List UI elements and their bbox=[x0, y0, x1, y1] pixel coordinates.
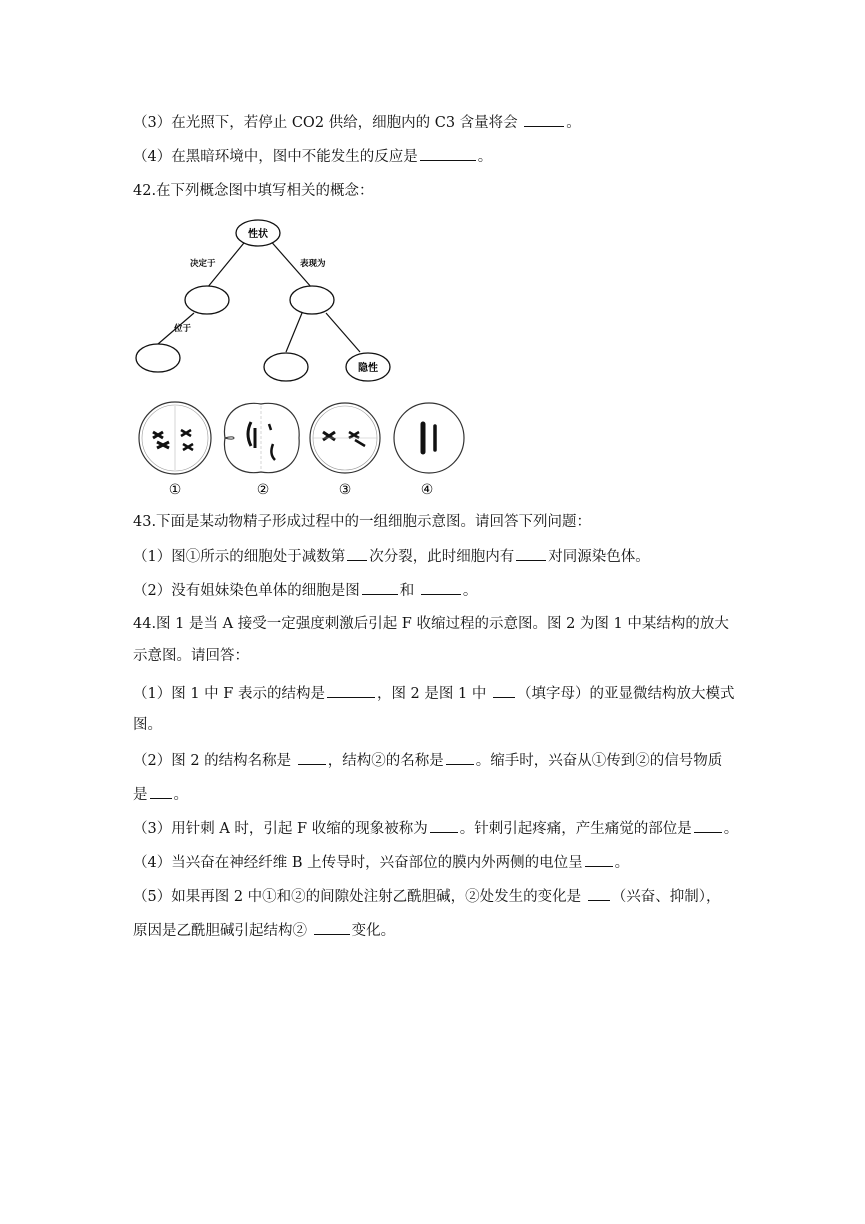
cell-number-3: ③ bbox=[338, 482, 352, 498]
q42-stem: 42.在下列概念图中填写相关的概念： bbox=[133, 183, 374, 199]
answer-blank[interactable] bbox=[694, 818, 722, 833]
meiosis-cells-diagram bbox=[133, 398, 473, 498]
q44-part-1-cont: 图。 bbox=[133, 717, 162, 733]
q43-part-1: （1）图①所示的细胞处于减数第 次分裂，此时细胞内有 对同源染色体。 bbox=[133, 546, 650, 567]
answer-blank[interactable] bbox=[588, 886, 610, 901]
q44-part-2: （2）图 2 的结构名称是 ，结构②的名称是 。缩手时，兴奋从①传到②的信号物质 bbox=[133, 750, 722, 771]
answer-blank[interactable] bbox=[421, 580, 461, 595]
edge-label-right: 表现为 bbox=[300, 259, 326, 269]
answer-blank[interactable] bbox=[347, 546, 367, 561]
concept-node-blank[interactable] bbox=[264, 353, 308, 381]
concept-line bbox=[286, 313, 302, 352]
cell-3 bbox=[310, 403, 380, 473]
q43-stem: 43.下面是某动物精子形成过程中的一组细胞示意图。请回答下列问题： bbox=[133, 514, 592, 530]
answer-blank[interactable] bbox=[524, 112, 564, 127]
answer-blank[interactable] bbox=[585, 852, 613, 867]
answer-blank[interactable] bbox=[362, 580, 398, 595]
answer-blank[interactable] bbox=[430, 818, 458, 833]
answer-blank[interactable] bbox=[493, 683, 515, 698]
q44-stem-2: 示意图。请回答： bbox=[133, 648, 249, 664]
answer-blank[interactable] bbox=[150, 784, 172, 799]
concept-leaf-label: 隐性 bbox=[358, 363, 378, 374]
concept-root-label: 性状 bbox=[248, 229, 268, 240]
answer-blank[interactable] bbox=[516, 546, 546, 561]
concept-node-blank[interactable] bbox=[290, 286, 334, 314]
concept-node-blank[interactable] bbox=[136, 344, 180, 372]
answer-blank[interactable] bbox=[446, 750, 474, 765]
q44-part-5-cont: 原因是乙酰胆碱引起结构② 变化。 bbox=[133, 920, 395, 941]
cell-number-1: ① bbox=[168, 482, 182, 498]
q43-part-2: （2）没有姐妹染色单体的细胞是图 和 。 bbox=[133, 580, 477, 601]
q41-line-3: （3）在光照下，若停止 CO2 供给，细胞内的 C3 含量将会 。 bbox=[133, 112, 581, 133]
cell-number-2: ② bbox=[256, 482, 270, 498]
concept-map-diagram bbox=[130, 212, 410, 387]
concept-line bbox=[326, 313, 360, 352]
answer-blank[interactable] bbox=[298, 750, 326, 765]
cell-2 bbox=[224, 403, 299, 472]
q44-part-2-cont: 是 。 bbox=[133, 784, 188, 805]
q44-part-5: （5）如果再图 2 中①和②的间隙处注射乙酰胆碱，②处发生的变化是 （兴奋、抑制）， bbox=[133, 886, 721, 907]
answer-blank[interactable] bbox=[420, 146, 476, 161]
edge-label-left: 决定于 bbox=[190, 259, 216, 269]
q44-part-1: （1）图 1 中 F 表示的结构是 ，图 2 是图 1 中 （填字母）的亚显微结构放大模式 bbox=[133, 683, 734, 704]
q44-part-3: （3）用针刺 A 时，引起 F 收缩的现象被称为 。针刺引起疼痛，产生痛觉的部位是 。 bbox=[133, 818, 738, 839]
answer-blank[interactable] bbox=[327, 683, 375, 698]
edge-label-lower: 位于 bbox=[174, 324, 192, 334]
concept-node-blank[interactable] bbox=[185, 286, 229, 314]
cell-1 bbox=[139, 402, 211, 474]
cell-4 bbox=[394, 403, 464, 473]
cell-number-4: ④ bbox=[420, 482, 434, 498]
q44-part-4: （4）当兴奋在神经纤维 B 上传导时，兴奋部位的膜内外两侧的电位呈 。 bbox=[133, 852, 629, 873]
answer-blank[interactable] bbox=[314, 920, 350, 935]
q44-stem-1: 44.图 1 是当 A 接受一定强度刺激后引起 F 收缩过程的示意图。图 2 为图 1 中某结构的放大 bbox=[133, 616, 729, 632]
q41-line-4: （4）在黑暗环境中，图中不能发生的反应是 。 bbox=[133, 146, 492, 167]
